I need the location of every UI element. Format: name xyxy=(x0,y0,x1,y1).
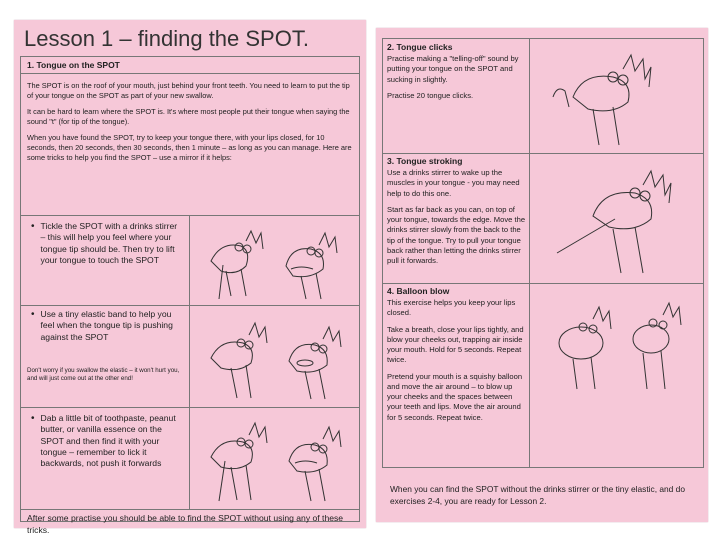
section-3-paragraph: Start as far back as you can, on top of your tongue, towards the edge. Move the drinks stirrer slowly from the back to the tip of the tongue. Try to pull your tongue back rather than letting the drinks stirrer pull it forwards. xyxy=(387,204,526,265)
section-1 xyxy=(27,60,353,70)
section-4-paragraph: Take a breath, close your lips tightly, and blow your cheeks out, trapping air inside your mouth. Hold for 5 seconds. Repeat twice. xyxy=(387,324,524,365)
section-1-heading: 1. Tongue on the SPOT xyxy=(27,60,120,70)
section-1-body xyxy=(27,81,353,169)
section-2-paragraph: Practise making a "telling-off" sound by putting your tongue on the SPOT and sucking in slightly. xyxy=(387,54,519,84)
trick-2: • Use a tiny elastic band to help you feel when the tongue tip is pushing against the SPOT xyxy=(31,309,183,343)
trick-2-note: Don't worry if you swallow the elastic – it won't hurt you, and will just come out at the other end! xyxy=(27,367,180,383)
left-page xyxy=(14,20,366,536)
dragon-stirrer-illustration xyxy=(201,221,351,301)
lesson-title: Lesson 1 – finding the SPOT. xyxy=(24,26,309,51)
section-4-paragraph: Pretend your mouth is a squishy balloon and move the air around – to blow up your cheeks and the spaces between your teeth and lips. Move the air around for 5 seconds. Repeat twice. xyxy=(387,371,523,422)
dragon-toothpaste-illustration xyxy=(201,415,351,503)
trick-3-text: Dab a little bit of toothpaste, peanut butter, or vanilla essence on the SPOT and then find it with your tongue – remember to lick it backwards, not push it forwards xyxy=(40,413,176,469)
section-4 xyxy=(387,286,527,429)
dragon-tongue-stroking-illustration xyxy=(543,161,693,276)
section-3-paragraph: Use a drinks stirrer to wake up the muscles in your tongue - you may need help to do this one. xyxy=(387,168,520,198)
section-4-paragraph: This exercise helps you keep your lips closed. xyxy=(387,298,516,318)
section-1-paragraph: It can be hard to learn where the SPOT is. It's where most people put their tongue when saying the sound "t" (for tip of the tongue). xyxy=(27,106,350,126)
right-page xyxy=(376,28,708,522)
section-4-heading: 4. Balloon blow xyxy=(387,286,450,296)
section-3-heading: 3. Tongue stroking xyxy=(387,156,463,166)
section-2-paragraph: Practise 20 tongue clicks. xyxy=(387,90,474,100)
trick-1: • Tickle the SPOT with a drinks stirrer – this will help you feel where your tongue tip should be. Then try to lift your tongue to touch the SPOT xyxy=(31,221,183,266)
left-footer: After some practise you should be able to find the SPOT without using any of these tricks. xyxy=(27,513,344,536)
trick-1-text: Tickle the SPOT with a drinks stirrer – this will help you feel where your tongue tip should be. Then try to lift your tongue to touch the SPOT xyxy=(40,221,178,266)
section-1-paragraph: The SPOT is on the roof of your mouth, just behind your front teeth. You need to learn to put the tip of your tongue on the SPOT as part of your new swallow. xyxy=(27,81,350,100)
dragon-elastic-illustration xyxy=(201,313,351,401)
dragon-tongue-click-illustration xyxy=(543,47,693,147)
left-table xyxy=(20,56,360,536)
right-table xyxy=(382,38,704,468)
section-2 xyxy=(387,42,527,107)
section-1-paragraph: When you have found the SPOT, try to keep your tongue there, with your lips closed, for 10 seconds, then 20 seconds, then 30 seconds, then 1 minute – as long as you can manage. Here are some tricks to help you find the SPOT – use a mirror if it helps: xyxy=(27,132,352,162)
trick-3: • Dab a little bit of toothpaste, peanut butter, or vanilla essence on the SPOT and then find it with your tongue – remember to lick it backwards, not push it forwards xyxy=(31,413,183,470)
section-3 xyxy=(387,156,527,272)
dragon-balloon-blow-illustration xyxy=(543,293,693,393)
right-footer: When you can find the SPOT without the drinks stirrer or the tiny elastic, and do exercises 2-4, you are ready for Lesson 2. xyxy=(390,484,685,506)
trick-2-text: Use a tiny elastic band to help you feel when the tongue tip is pushing against the SPOT xyxy=(40,309,173,342)
section-2-heading: 2. Tongue clicks xyxy=(387,42,453,52)
